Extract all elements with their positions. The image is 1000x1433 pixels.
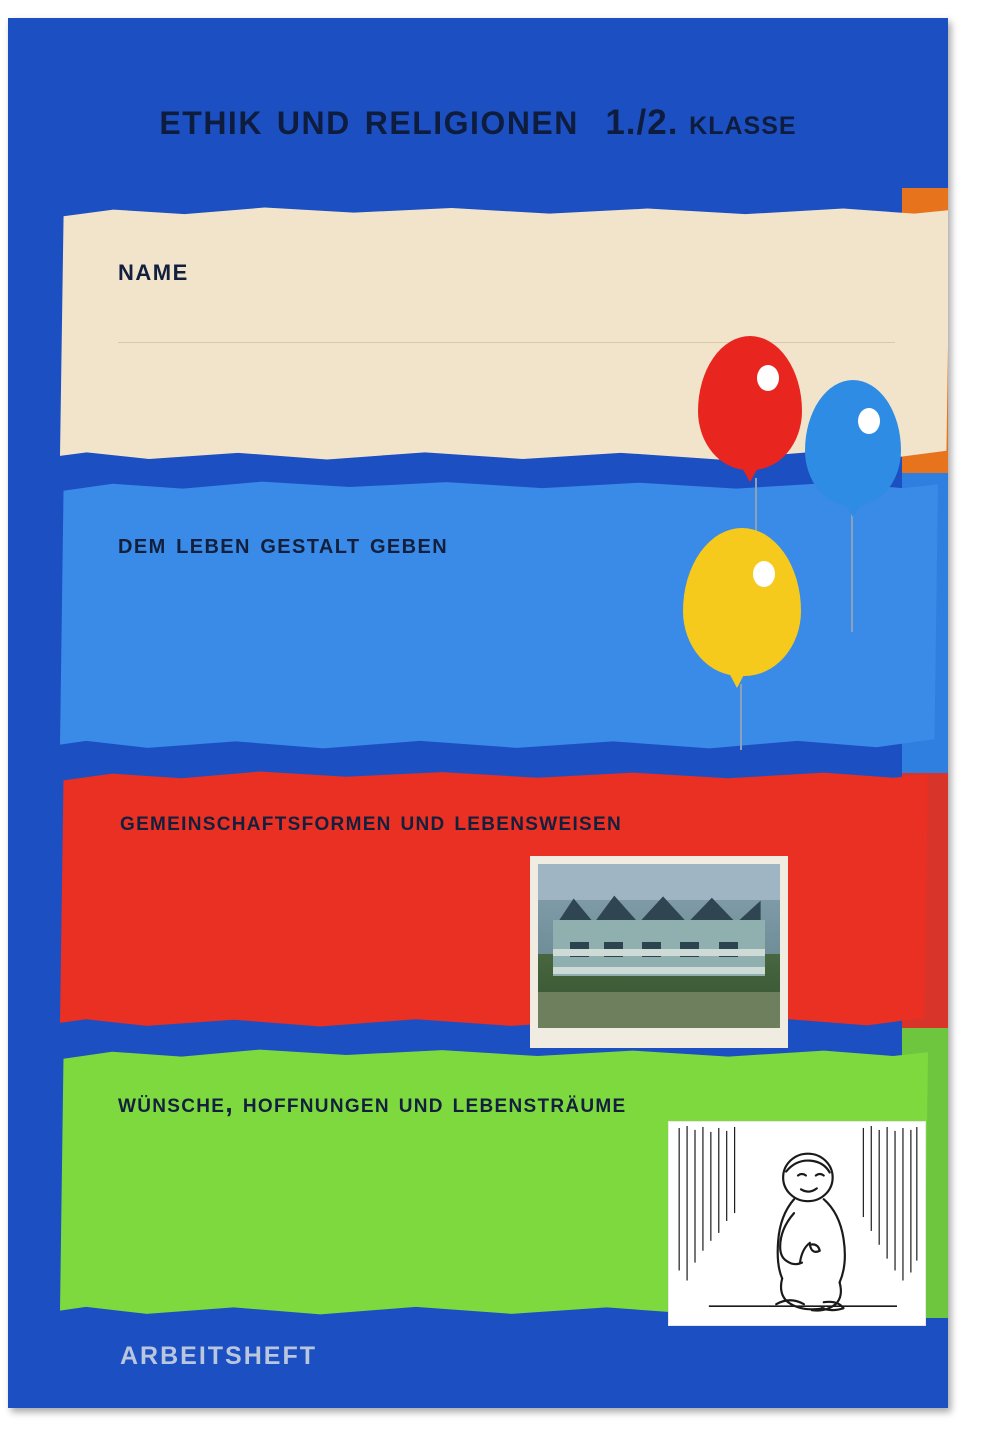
title-grade: 1./2. klasse — [605, 103, 797, 142]
balloon-highlight — [757, 365, 779, 391]
title-main: ethik und religionen — [159, 93, 579, 144]
section-label-red: gemeinschaftsformen und lebensweisen — [120, 806, 622, 836]
boy-planting-drawing — [668, 1121, 926, 1326]
section-label-blue: dem leben gestalt geben — [118, 528, 449, 560]
balloon-highlight — [858, 408, 880, 434]
cover-title — [8, 93, 948, 145]
balloon-knot-blue — [844, 502, 862, 517]
drawing-illustration — [669, 1122, 925, 1325]
apartment-building-photo — [530, 856, 788, 1048]
balloon-string-blue — [851, 514, 853, 632]
footer-label: arbeitsheft — [120, 1331, 317, 1372]
balloon-knot-yellow — [728, 671, 746, 688]
name-write-line[interactable] — [118, 342, 895, 343]
section-band-red — [60, 770, 928, 1028]
balloon-highlight — [753, 561, 775, 587]
photo-image — [538, 864, 780, 1028]
balloon-knot-red — [741, 466, 759, 482]
name-label: name — [118, 252, 189, 287]
balcony-shape — [553, 967, 766, 974]
section-band-blue — [60, 480, 938, 750]
torn-paper-blue — [60, 480, 938, 750]
section-label-green: wünsche, hoffnungen und lebensträume — [118, 1088, 627, 1118]
balloon-string-yellow — [740, 684, 742, 750]
cover-artwork — [8, 18, 948, 1408]
balcony-shape — [553, 949, 766, 956]
roof-shape — [557, 887, 760, 923]
